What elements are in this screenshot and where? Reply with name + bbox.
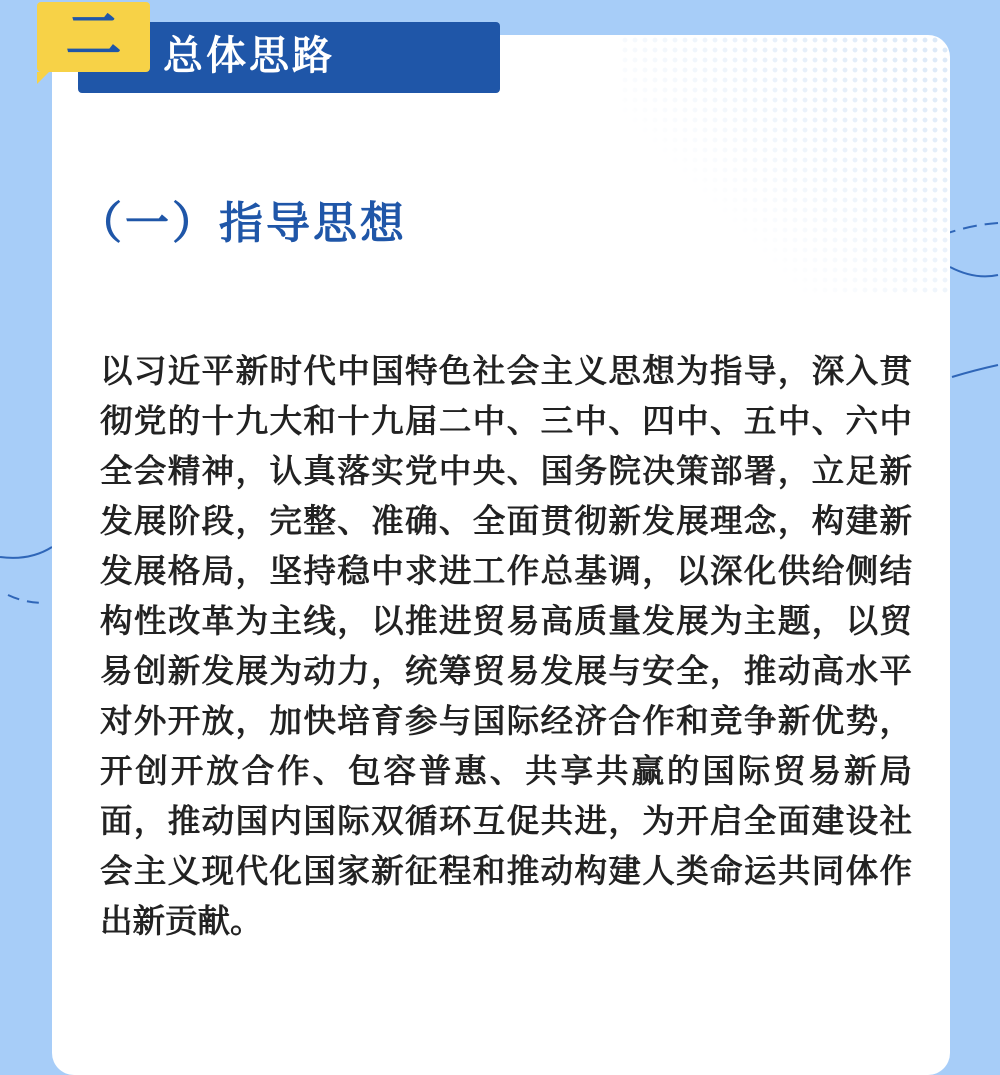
- body-paragraph: 以习近平新时代中国特色社会主义思想为指导，深入贯彻党的十九大和十九届二中、三中、四中、五中、六中全会精神，认真落实党中央、国务院决策部署，立足新发展阶段，完整、准确、全面贯彻新发展理念，构建新发展格局，坚持稳中求进工作总基调，以深化供给侧结构性改革为主线，以推进贸易高质量发展为主题，以贸易创新发展为动力，统筹贸易发展与安全，推动高水平对外开放，加快培育参与国际经济合作和竞争新优势，开创开放合作、包容普惠、共享共赢的国际贸易新局面，推动国内国际双循环互促共进，为开启全面建设社会主义现代化国家新征程和推动构建人类命运共同体作出新贡献。: [100, 352, 912, 940]
- section-title: 总体思路: [163, 33, 335, 79]
- halftone-pattern: [620, 35, 950, 295]
- section-number: 二: [65, 4, 122, 69]
- subsection-heading: （一）指导思想: [78, 198, 407, 249]
- decorative-wave-left: [0, 535, 60, 615]
